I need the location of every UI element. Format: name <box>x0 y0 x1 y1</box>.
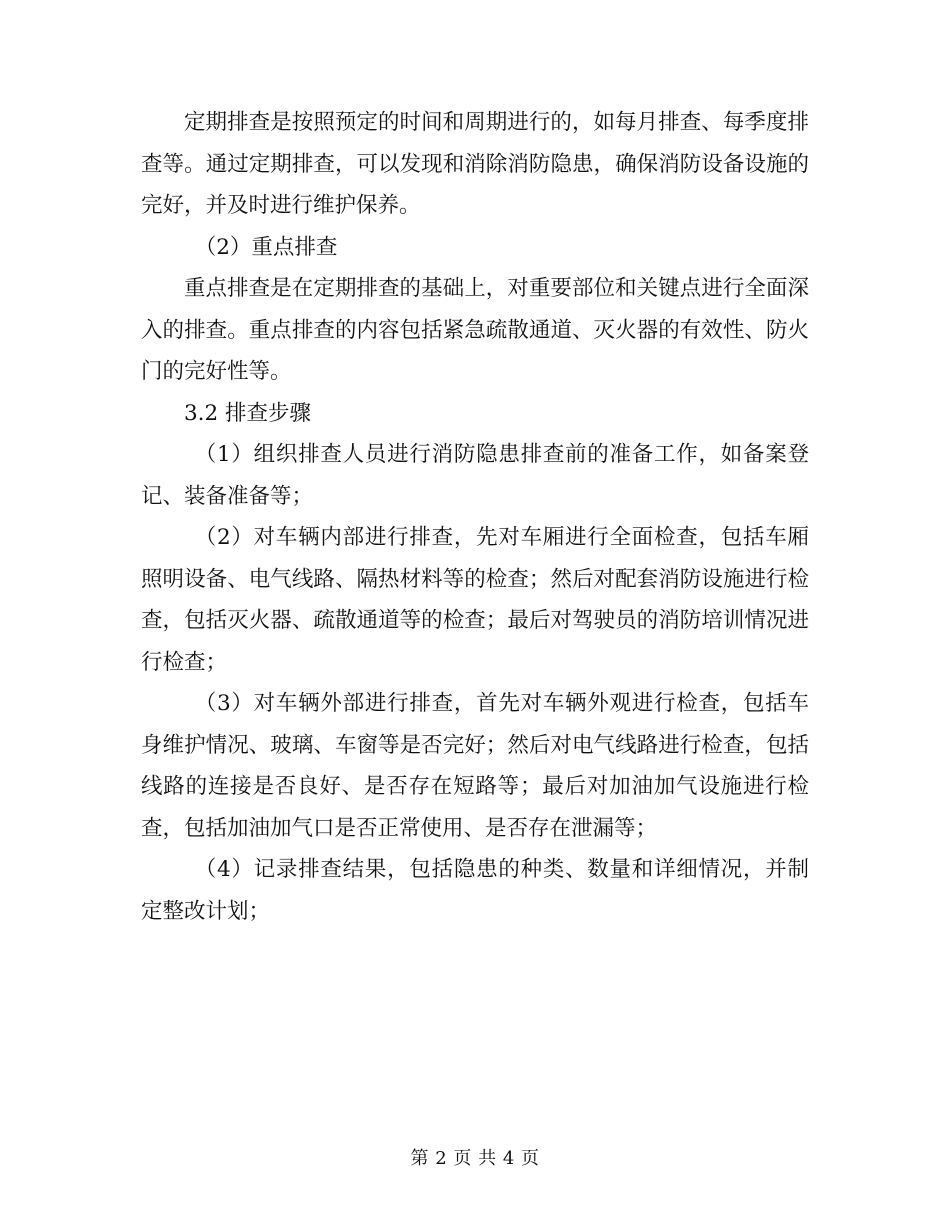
page-footer: 第 2 页 共 4 页 <box>410 1148 540 1169</box>
paragraph-periodic-inspection: 定期排查是按照预定的时间和周期进行的，如每月排查、每季度排查等。通过定期排查，可以发现和消除消防隐患，确保消防设备设施的完好，并及时进行维护保养。 <box>141 110 809 218</box>
heading-key-inspection: （2）重点排查 <box>194 234 338 260</box>
step-2: （2）对车辆内部进行排查，先对车厢进行全面检查，包括车厢照明设备、电气线路、隔热材料等的检查；然后对配套消防设施进行检查，包括灭火器、疏散通道等的检查；最后对驾驶员的消防培训情况进行检查； <box>141 525 809 675</box>
document-body <box>141 102 809 932</box>
step-1: （1）组织排查人员进行消防隐患排查前的准备工作，如备案登记、装备准备等； <box>141 442 809 509</box>
heading-inspection-steps: 3.2 排查步骤 <box>184 400 312 426</box>
step-4: （4）记录排查结果，包括隐患的种类、数量和详细情况，并制定整改计划； <box>141 857 809 924</box>
paragraph-key-inspection: 重点排查是在定期排查的基础上，对重要部位和关键点进行全面深入的排查。重点排查的内容包括紧急疏散通道、灭火器的有效性、防火门的完好性等。 <box>141 276 809 384</box>
step-3: （3）对车辆外部进行排查，首先对车辆外观进行检查，包括车身维护情况、玻璃、车窗等是否完好；然后对电气线路进行检查，包括线路的连接是否良好、是否存在短路等；最后对加油加气设施进行检查，包括加油加气口是否正常使用、是否存在泄漏等； <box>141 691 809 841</box>
